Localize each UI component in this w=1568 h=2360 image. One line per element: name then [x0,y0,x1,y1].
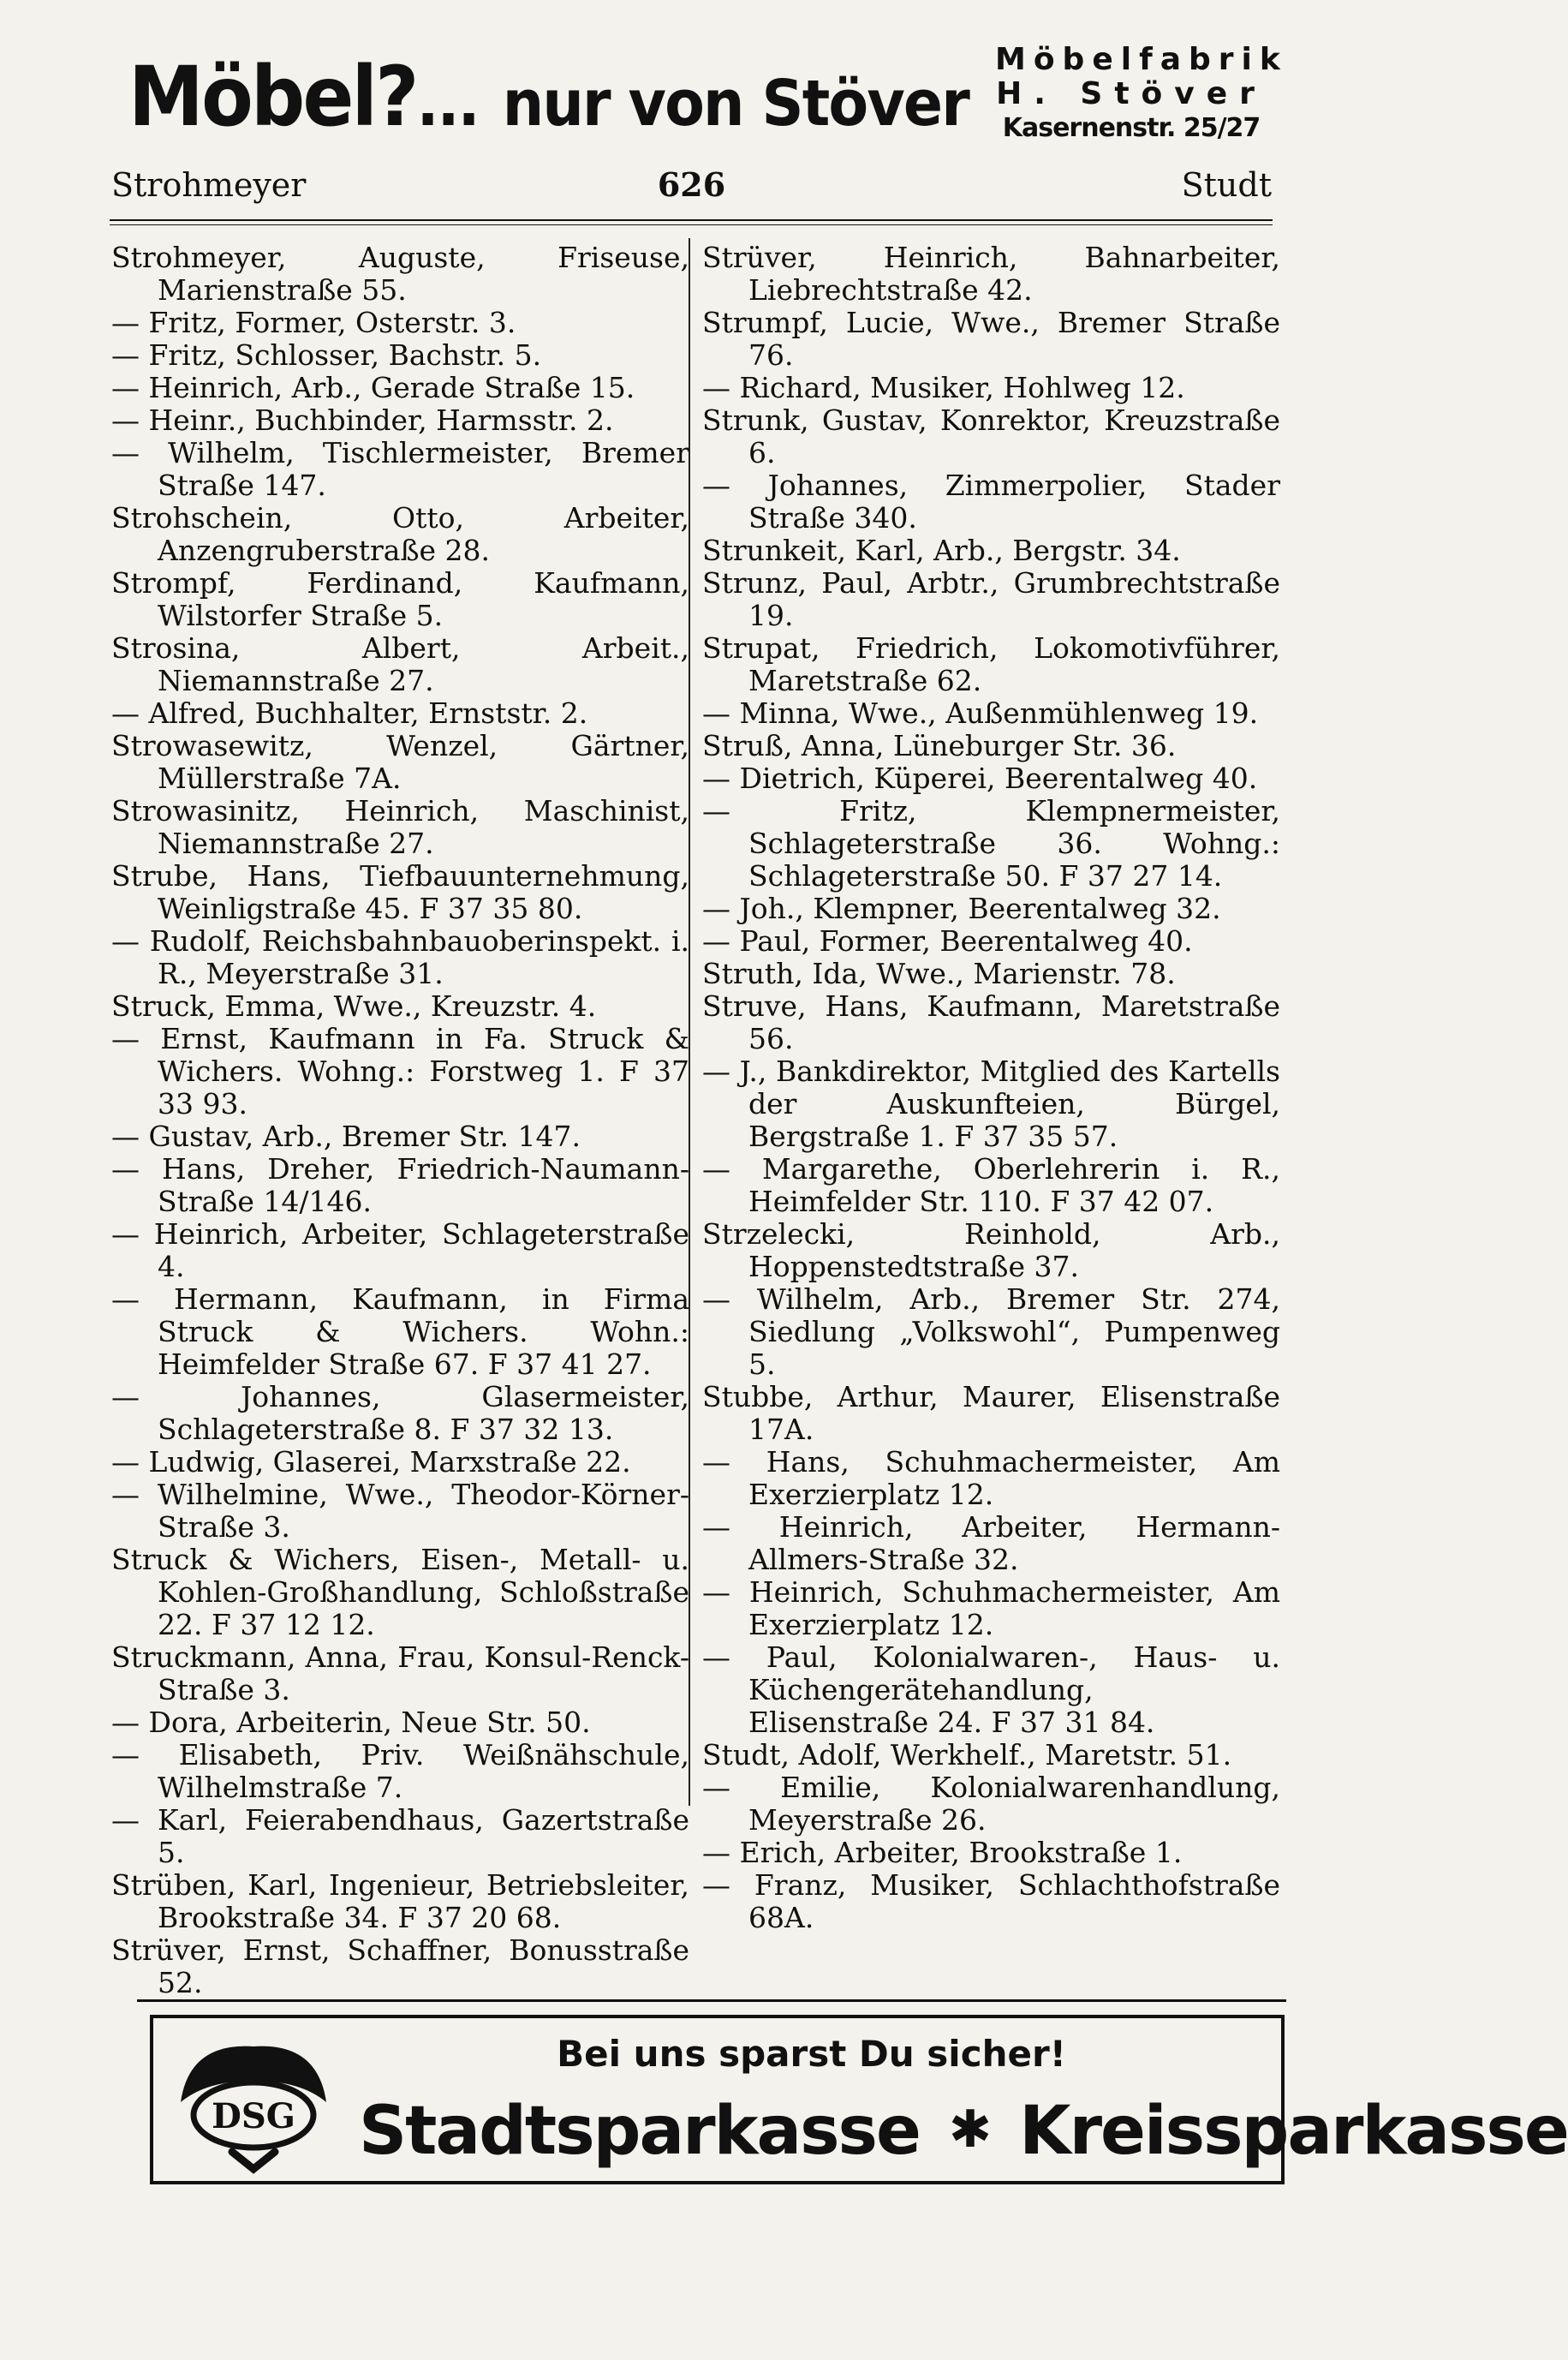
directory-entry: — Ludwig, Glaserei, Marxstraße 22. [111,1445,631,1479]
bottom-advertisement [150,2015,1568,2184]
ad-slogan-dots: ... [416,67,479,140]
ad-slogan [128,50,969,151]
directory-entry: Struck & Wichers, Eisen-, Metall- u. Kohlen-Großhandlung, Schloßstraße 22. F 37 12 12. [111,1543,689,1641]
directory-entry: Strosina, Albert, Arbeit., Niemannstraße 27. [111,631,689,697]
bank-left: Stadtsparkasse [359,2093,920,2170]
directory-entry: Struckmann, Anna, Frau, Konsul-Renck-Straße 3. [111,1640,689,1706]
header-right-word: Studt [1181,166,1272,204]
bank-right: Kreissparkasse [1019,2093,1568,2170]
directory-entry: Struve, Hans, Kaufmann, Maretstraße 56. [702,989,1280,1055]
directory-entry: Strunkeit, Karl, Arb., Bergstr. 34. [702,534,1181,567]
directory-entry: Strupat, Friedrich, Lokomotivführer, Maretstraße 62. [702,631,1280,697]
ad-slogan-big: Möbel? [128,49,417,145]
ad-banks [359,2088,1568,2172]
running-header [111,161,1272,209]
directory-entry: Stubbe, Arthur, Maurer, Elisenstraße 17A. [702,1380,1280,1446]
directory-entry: — Johannes, Zimmerpolier, Stader Straße 340. [702,469,1280,535]
directory-entry: Strüver, Ernst, Schaffner, Bonusstraße 52. [111,1933,689,1999]
directory-entry: Studt, Adolf, Werkhelf., Maretstr. 51. [702,1738,1232,1771]
directory-entry: — Hans, Dreher, Friedrich-Naumann-Straße 14/146. [111,1152,689,1218]
directory-entry: Strowasinitz, Heinrich, Maschinist, Niemannstraße 27. [111,794,689,860]
top-advertisement [128,42,1288,154]
directory-entry: Strube, Hans, Tiefbauunternehmung, Weinligstraße 45. F 37 35 80. [111,859,689,925]
directory-entry: Strüver, Heinrich, Bahnarbeiter, Liebrechtstraße 42. [702,241,1280,307]
directory-entry: Struth, Ida, Wwe., Marienstr. 78. [702,957,1176,990]
directory-entry: — Ernst, Kaufmann in Fa. Struck & Wichers. Wohng.: Forstweg 1. F 37 33 93. [111,1022,689,1120]
left-column [111,242,689,1999]
directory-entry: Strowasewitz, Wenzel, Gärtner, Müllerstraße 7A. [111,729,689,795]
right-column [702,242,1280,1934]
directory-entry: — Wilhelm, Arb., Bremer Str. 274, Siedlung „Volkswohl“, Pumpenweg 5. [702,1282,1280,1381]
ad-slogan-small: nur von Stöver [502,67,969,140]
directory-entry: — Karl, Feierabendhaus, Gazertstraße 5. [111,1803,689,1869]
ad-company-line2: H. Stöver [996,76,1267,111]
directory-entry: Strompf, Ferdinand, Kaufmann, Wilstorfer Straße 5. [111,566,689,632]
directory-entry: — Elisabeth, Priv. Weißnähschule, Wilhelmstraße 7. [111,1738,689,1804]
directory-entry: — Richard, Musiker, Hohlweg 12. [702,371,1185,404]
page-number: 626 [657,165,726,204]
dsg-logo-icon [172,2034,335,2175]
directory-entry: — Emilie, Kolonialwarenhandlung, Meyerstraße 26. [702,1771,1280,1837]
dsg-logo [172,2034,335,2175]
directory-entry: Strohmeyer, Auguste, Friseuse, Marienstraße 55. [111,241,689,307]
directory-entry: — Heinrich, Arb., Gerade Straße 15. [111,371,635,404]
directory-entry: — Hans, Schuhmachermeister, Am Exerzierplatz 12. [702,1445,1280,1511]
directory-entry: — Margarethe, Oberlehrerin i. R., Heimfelder Str. 110. F 37 42 07. [702,1152,1280,1218]
directory-entry: Strunk, Gustav, Konrektor, Kreuzstraße 6. [702,403,1280,469]
directory-entry: Strohschein, Otto, Arbeiter, Anzengruberstraße 28. [111,501,689,567]
directory-entry: — Dietrich, Küperei, Beerentalweg 40. [702,762,1258,795]
directory-entry: — J., Bankdirektor, Mitglied des Kartells der Auskunfteien, Bürgel, Bergstraße 1. F 37 35 57. [702,1055,1280,1153]
logo-lettering: DSG [212,2096,295,2136]
directory-entry: — Fritz, Former, Osterstr. 3. [111,306,516,339]
directory-entry: — Heinrich, Arbeiter, Schlageterstraße 4. [111,1217,689,1283]
ad-company-block [995,42,1288,146]
directory-entry: — Wilhelm, Tischlermeister, Bremer Straße 147. [111,436,689,502]
header-left-word: Strohmeyer [111,166,307,204]
directory-entry: Strüben, Karl, Ingenieur, Betriebsleiter, Brookstraße 34. F 37 20 68. [111,1868,689,1934]
ad-tagline: Bei uns sparst Du sicher! [557,2033,1066,2075]
directory-entry: — Franz, Musiker, Schlachthofstraße 68A. [702,1868,1280,1934]
directory-entry: Strzelecki, Reinhold, Arb., Hoppenstedtstraße 37. [702,1217,1280,1283]
ad-company-line3: Kasernenstr. 25/27 [1002,113,1261,143]
column-divider [689,238,690,1806]
header-rule-thin [110,224,1273,225]
directory-entry: — Dora, Arbeiterin, Neue Str. 50. [111,1706,591,1739]
directory-entry: — Heinrich, Schuhmachermeister, Am Exerzierplatz 12. [702,1575,1280,1641]
directory-entry: — Joh., Klempner, Beerentalweg 32. [702,892,1221,925]
directory-entry: — Alfred, Buchhalter, Ernststr. 2. [111,696,588,730]
directory-entry: Strunz, Paul, Arbtr., Grumbrechtstraße 19. [702,566,1280,632]
directory-entry: — Fritz, Klempnermeister, Schlageterstraße 36. Wohng.: Schlageterstraße 50. F 37 27 14. [702,794,1280,893]
directory-entry: — Rudolf, Reichsbahnbauoberinspekt. i. R., Meyerstraße 31. [111,924,689,990]
directory-entry: — Johannes, Glasermeister, Schlageterstraße 8. F 37 32 13. [111,1380,689,1446]
directory-entry: — Wilhelmine, Wwe., Theodor-Körner-Straße 3. [111,1478,689,1544]
directory-entry: — Gustav, Arb., Bremer Str. 147. [111,1120,581,1153]
directory-entry: Struß, Anna, Lüneburger Str. 36. [702,729,1177,762]
directory-entry: — Paul, Kolonialwaren-, Haus- u. Küchengerätehandlung, Elisenstraße 24. F 37 31 84. [702,1640,1280,1739]
ad-company-line1: Möbelfabrik [995,42,1288,77]
directory-entry: — Minna, Wwe., Außenmühlenweg 19. [702,696,1259,730]
directory-entry: — Heinrich, Arbeiter, Hermann-Allmers-Straße 32. [702,1510,1280,1576]
directory-entry: — Erich, Arbeiter, Brookstraße 1. [702,1836,1183,1869]
separator-star-icon: ✱ [948,2100,991,2160]
directory-entry: — Paul, Former, Beerentalweg 40. [702,924,1193,958]
directory-entry: Struck, Emma, Wwe., Kreuzstr. 4. [111,989,597,1023]
footer-rule [137,1999,1286,2002]
directory-entry: — Hermann, Kaufmann, in Firma Struck & Wichers. Wohn.: Heimfelder Straße 67. F 37 41 27. [111,1282,689,1381]
directory-entry: — Fritz, Schlosser, Bachstr. 5. [111,338,542,372]
directory-entry: — Heinr., Buchbinder, Harmsstr. 2. [111,403,614,437]
header-rule [110,219,1273,221]
directory-entry: Strumpf, Lucie, Wwe., Bremer Straße 76. [702,306,1280,372]
